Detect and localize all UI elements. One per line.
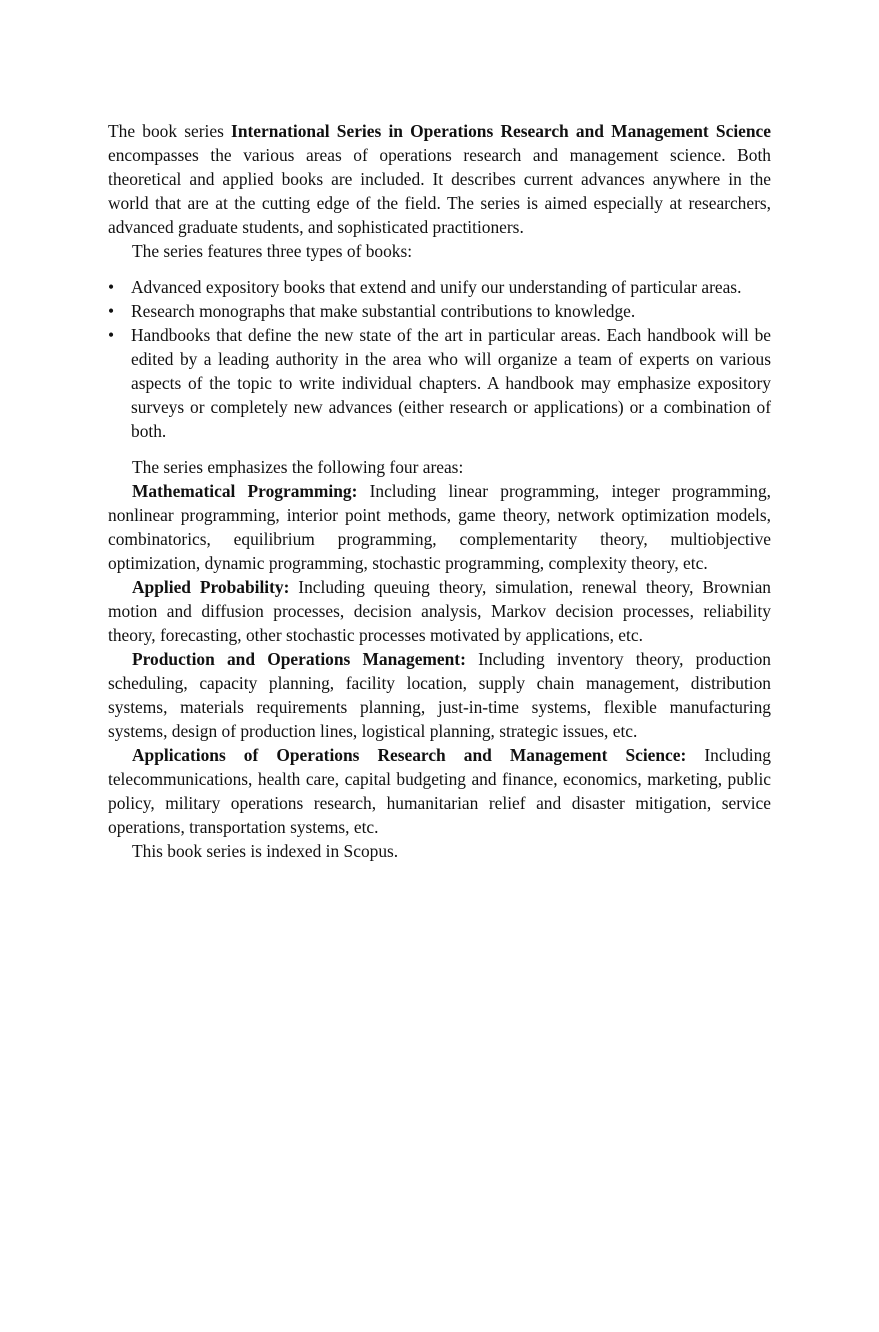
bullet-icon: • [108,277,115,297]
area-title: Applied Probability: [132,577,290,597]
area-paragraph-applications [108,743,771,839]
intro-suffix: encompasses the various areas of operations research and management science. Both theoretical and applied books are included. It describes current advances anywhere in the world that are at the cutting edge of the field. The series is aimed especially at researchers, advanced graduate students, and sophisticated practitioners. [108,145,771,237]
series-description-page [108,119,771,863]
area-paragraph-mathematical-programming [108,479,771,575]
indexing-note: This book series is indexed in Scopus. [132,841,399,861]
area-text: Including linear programming, integer programming, nonlinear programming, interior point methods, game theory, network optimization models, combinatorics, equilibrium programming, complementarity theory, multiobjective optimization, dynamic programming, stochastic programming, complexity theory, etc. [108,481,771,573]
area-title: Production and Operations Management: [132,649,466,669]
intro-paragraph [108,119,771,239]
list-item [108,299,771,323]
book-type-text: Handbooks that define the new state of the art in particular areas. Each handbook will be edited by a leading authority in the area who will organize a team of experts on various aspects of the topic to write individual chapters. A handbook may emphasize expository surveys or completely new advances (either research or applications) or a combination of both. [131,325,771,441]
areas-intro: The series emphasizes the following four areas: [132,457,464,477]
area-text: Including queuing theory, simulation, renewal theory, Brownian motion and diffusion processes, decision analysis, Markov decision processes, reliability theory, forecasting, other stochastic processes motivated by applications, etc. [108,577,771,645]
list-item [108,275,771,299]
book-type-text: Advanced expository books that extend and unify our understanding of particular areas. [131,277,742,297]
area-paragraph-production-operations [108,647,771,743]
book-types-list [108,275,771,443]
bullet-icon: • [108,301,115,321]
area-text: Including telecommunications, health care, capital budgeting and finance, economics, marketing, public policy, military operations research, humanitarian relief and disaster mitigation, service operations, transportation systems, etc. [108,745,771,837]
area-title: Applications of Operations Research and Management Science: [132,745,687,765]
area-paragraph-applied-probability [108,575,771,647]
area-text: Including inventory theory, production scheduling, capacity planning, facility location, supply chain management, distribution systems, materials requirements planning, just-in-time systems, flexible manufacturing systems, design of production lines, logistical planning, strategic issues, etc. [108,649,771,741]
series-name: International Series in Operations Research and Management Science [231,121,771,141]
list-item [108,323,771,443]
intro-prefix: The book series [108,121,232,141]
bullet-icon: • [108,325,115,345]
area-title: Mathematical Programming: [132,481,358,501]
book-type-text: Research monographs that make substantial contributions to knowledge. [131,301,636,321]
types-intro: The series features three types of books: [132,241,413,261]
